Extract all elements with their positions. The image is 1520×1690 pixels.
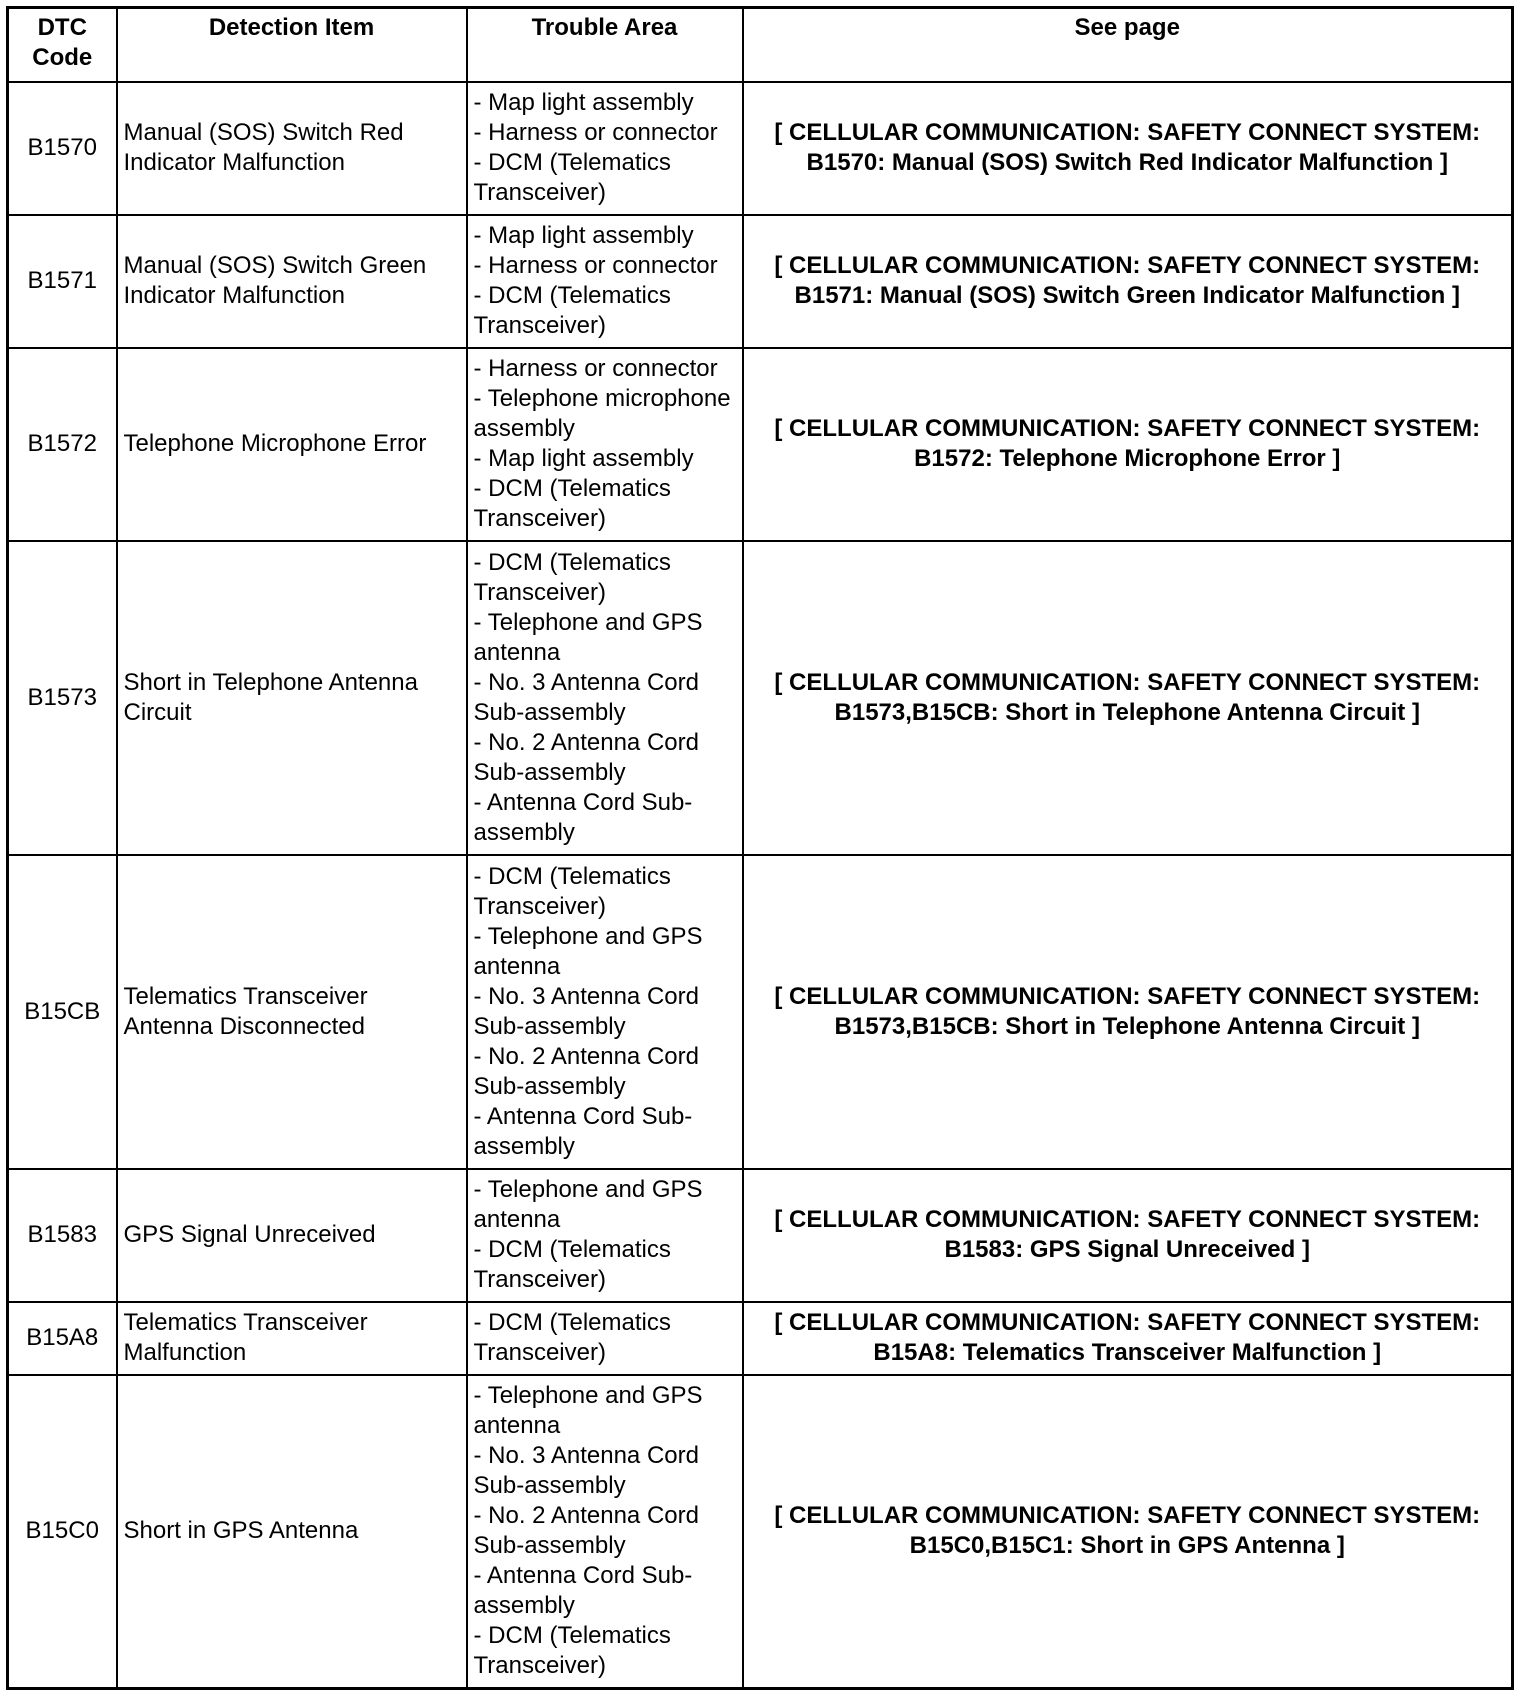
trouble-area-cell (467, 348, 743, 541)
trouble-area-cell (467, 1302, 743, 1375)
trouble-area-item: - DCM (Telematics Transceiver) (473, 1309, 671, 1366)
dtc-code-cell: B15C0 (8, 1375, 117, 1689)
header-trouble-area: Trouble Area (467, 8, 743, 82)
see-page-line1: [ CELLULAR COMMUNICATION: SAFETY CONNECT SYSTEM: (774, 982, 1481, 1010)
header-row (8, 8, 1513, 82)
trouble-area-item: - No. 2 Antenna Cord Sub-assembly (473, 1042, 699, 1100)
trouble-area-item: - Map light assembly (473, 445, 694, 472)
trouble-area-item: - Harness or connector (473, 119, 718, 146)
see-page-line1: [ CELLULAR COMMUNICATION: SAFETY CONNECT SYSTEM: (774, 119, 1481, 146)
trouble-area-item: - DCM (Telematics Transceiver) (473, 149, 671, 206)
detection-item-cell: Manual (SOS) Switch Green Indicator Malfunction (117, 215, 467, 348)
trouble-area-item: - No. 2 Antenna Cord Sub-assembly (473, 1502, 699, 1560)
trouble-area-item: - Telephone and GPS antenna (473, 1382, 703, 1440)
trouble-area-cell (467, 1375, 743, 1689)
see-page-line2: B1572: Telephone Microphone Error ] (914, 445, 1341, 472)
dtc-code-cell: B1573 (8, 541, 117, 855)
see-page-link[interactable] (743, 1375, 1513, 1689)
see-page-line2: B1583: GPS Signal Unreceived ] (944, 1236, 1310, 1263)
dtc-code-cell: B1571 (8, 215, 117, 348)
detection-item-cell: Telephone Microphone Error (117, 348, 467, 541)
see-page-line1: [ CELLULAR COMMUNICATION: SAFETY CONNECT SYSTEM: (774, 415, 1481, 442)
trouble-area-cell (467, 1169, 743, 1302)
dtc-table-container (6, 6, 1514, 1690)
see-page-line1: [ CELLULAR COMMUNICATION: SAFETY CONNECT SYSTEM: (774, 1309, 1481, 1336)
trouble-area-item: - Antenna Cord Sub-assembly (473, 788, 693, 846)
trouble-area-item: - Telephone microphone assembly (473, 385, 731, 442)
see-page-link[interactable] (743, 348, 1513, 541)
dtc-code-cell: B1570 (8, 82, 117, 215)
see-page-link[interactable] (743, 855, 1513, 1169)
detection-item-cell: Short in Telephone Antenna Circuit (117, 541, 467, 855)
see-page-link[interactable] (743, 1302, 1513, 1375)
see-page-link[interactable] (743, 541, 1513, 855)
dtc-code-cell: B1583 (8, 1169, 117, 1302)
trouble-area-item: - DCM (Telematics Transceiver) (473, 1236, 671, 1293)
trouble-area-item: - Harness or connector (473, 252, 718, 279)
see-page-line1: [ CELLULAR COMMUNICATION: SAFETY CONNECT SYSTEM: (774, 1206, 1481, 1233)
header-dtc-code-line1: DTC (37, 14, 87, 41)
see-page-line1: [ CELLULAR COMMUNICATION: SAFETY CONNECT SYSTEM: (774, 668, 1481, 696)
header-detection-item: Detection Item (117, 8, 467, 82)
trouble-area-item: - Telephone and GPS antenna (473, 922, 703, 980)
trouble-area-item: - DCM (Telematics Transceiver) (473, 548, 671, 606)
trouble-area-item: - Map light assembly (473, 222, 694, 249)
see-page-line2: B1573,B15CB: Short in Telephone Antenna Circuit ] (834, 698, 1420, 726)
trouble-area-item: - No. 2 Antenna Cord Sub-assembly (473, 728, 699, 786)
trouble-area-cell (467, 215, 743, 348)
see-page-link[interactable] (743, 82, 1513, 215)
detection-item-cell: GPS Signal Unreceived (117, 1169, 467, 1302)
trouble-area-item: - DCM (Telematics Transceiver) (473, 1622, 671, 1680)
header-dtc-code (8, 8, 117, 82)
dtc-table-body (8, 82, 1513, 1689)
see-page-line1: [ CELLULAR COMMUNICATION: SAFETY CONNECT SYSTEM: (774, 1502, 1481, 1530)
table-row (8, 1375, 1513, 1689)
table-row (8, 1302, 1513, 1375)
see-page-link[interactable] (743, 215, 1513, 348)
see-page-line2: B15C0,B15C1: Short in GPS Antenna ] (909, 1532, 1345, 1560)
trouble-area-item: - Telephone and GPS antenna (473, 608, 703, 666)
see-page-line2: B15A8: Telematics Transceiver Malfunction ] (873, 1339, 1382, 1366)
trouble-area-item: - Antenna Cord Sub-assembly (473, 1562, 693, 1620)
table-row (8, 348, 1513, 541)
dtc-code-cell: B1572 (8, 348, 117, 541)
trouble-area-item: - No. 3 Antenna Cord Sub-assembly (473, 1442, 699, 1500)
see-page-line2: B1573,B15CB: Short in Telephone Antenna Circuit ] (834, 1012, 1420, 1040)
trouble-area-item: - Antenna Cord Sub-assembly (473, 1102, 693, 1160)
detection-item-cell: Manual (SOS) Switch Red Indicator Malfunction (117, 82, 467, 215)
trouble-area-item: - DCM (Telematics Transceiver) (473, 282, 671, 339)
see-page-link[interactable] (743, 1169, 1513, 1302)
trouble-area-item: - Harness or connector (473, 355, 718, 382)
see-page-line2: B1570: Manual (SOS) Switch Red Indicator Malfunction ] (806, 149, 1448, 176)
trouble-area-cell (467, 541, 743, 855)
trouble-area-cell (467, 82, 743, 215)
see-page-line2: B1571: Manual (SOS) Switch Green Indicator Malfunction ] (794, 282, 1460, 309)
header-see-page: See page (743, 8, 1513, 82)
trouble-area-item: - DCM (Telematics Transceiver) (473, 862, 671, 920)
see-page-line1: [ CELLULAR COMMUNICATION: SAFETY CONNECT SYSTEM: (774, 252, 1481, 279)
detection-item-cell: Telematics Transceiver Malfunction (117, 1302, 467, 1375)
trouble-area-item: - DCM (Telematics Transceiver) (473, 475, 671, 532)
trouble-area-item: - Telephone and GPS antenna (473, 1176, 703, 1233)
table-row (8, 541, 1513, 855)
detection-item-cell: Short in GPS Antenna (117, 1375, 467, 1689)
table-row (8, 1169, 1513, 1302)
table-row (8, 82, 1513, 215)
trouble-area-cell (467, 855, 743, 1169)
table-row (8, 855, 1513, 1169)
trouble-area-item: - Map light assembly (473, 89, 694, 116)
dtc-code-cell: B15A8 (8, 1302, 117, 1375)
table-row (8, 215, 1513, 348)
header-dtc-code-line2: Code (32, 44, 93, 71)
trouble-area-item: - No. 3 Antenna Cord Sub-assembly (473, 668, 699, 726)
trouble-area-item: - No. 3 Antenna Cord Sub-assembly (473, 982, 699, 1040)
dtc-code-cell: B15CB (8, 855, 117, 1169)
dtc-table (6, 6, 1514, 1690)
detection-item-cell: Telematics Transceiver Antenna Disconnected (117, 855, 467, 1169)
